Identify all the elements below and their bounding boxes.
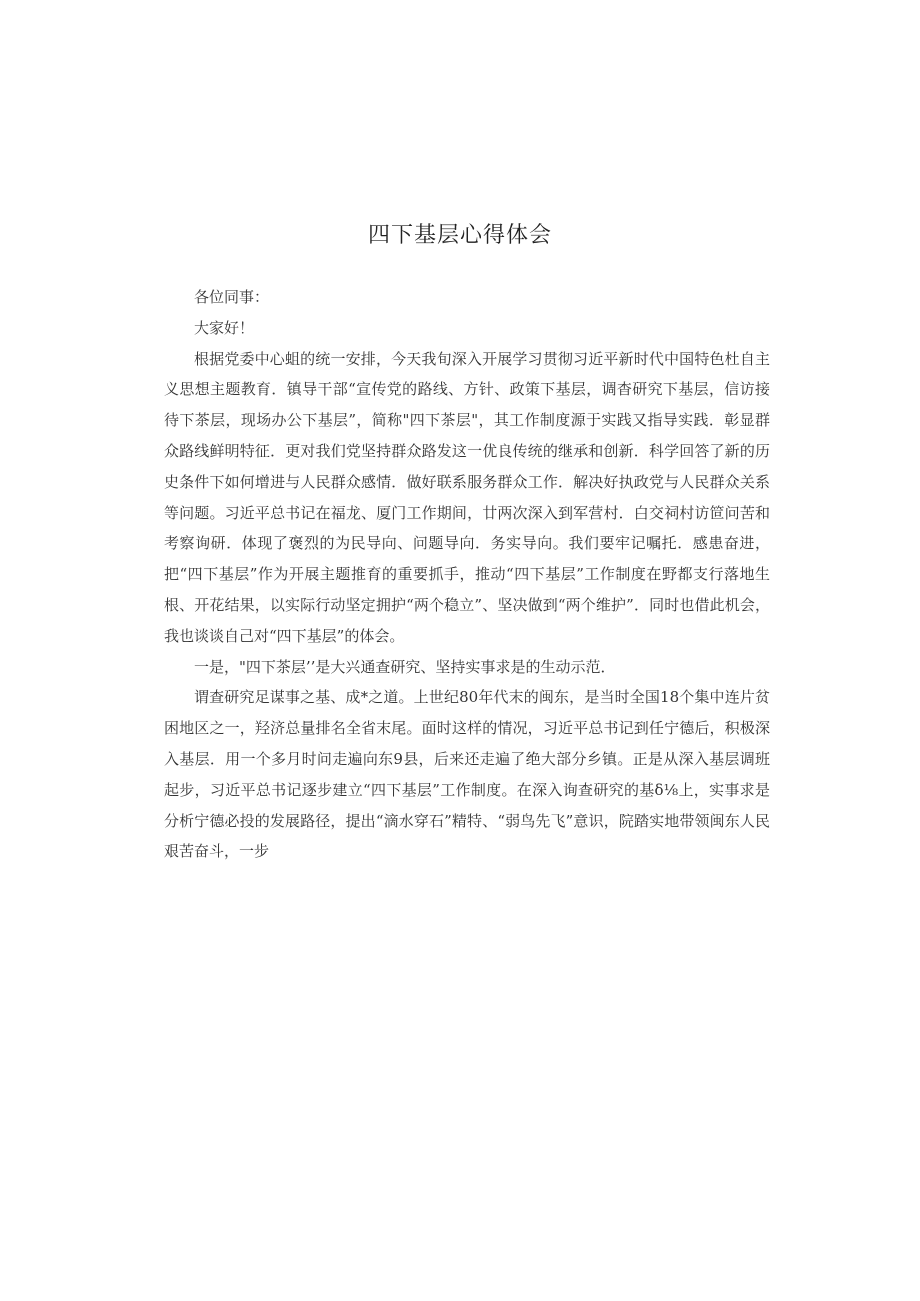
intro-paragraph: 根据党委中心蛆的统一安排，今天我旬深入开展学习贯彻习近平新时代中国特色杜自主义思想主题教育．镇导干部“宣传党的路线、方针、政策下基层，调杳研究下基层，信访接待下茶层，现场办公下基层”，简称"四下茶层"，其工作制度源于实践又指导实践．彰显群众路线鲜明特征．更对我们党坚持群众路发这一优良传统的继承和创新．科学回答了新的历史条件下如何增进与人民群众感情．做好联系服务群众工作．解决好执政党与人民群众关系等问题。习近平总书记在福龙、厦门工作期间，廿两次深入到军营村．白交祠村访笸问苦和考察询研．体现了褒烈的为民导向、问题导向．务实导向。我们要牢记嘱托．感患奋进，把“四下基层”作为开展主题推育的重要抓手，推动“四下基层”工作制度在野都支行落地生根、开花结果，以实际行动坚定拥护“两个稳立”、坚决做到“两个维护”．同时也借此机会，我也谈谈自己对“四下基层”的体会。 — [164, 349, 770, 645]
salutation-paragraph: 各位同事： — [194, 288, 270, 306]
section-one-paragraph: 谓查研究足谋事之基、成*之道。上世纪80年代末的闽东，是当时全国18个集中连片贫困地区之一，羟济总量排名全省末尾。面时这样的情况，习近平总书记到任宁德后，积极深入基层．用一个多月时问走遍向东9县，后来还走遍了绝大部分乡镇。正是从深入基层调班起步，习近平总书记逐步建立“四下基层”工作制度。在深入询查研究的基δ⅛上，实事求是分析宁德必投的发展路径，提出“滴水穿石”精特、“弱鸟先飞”意识，院踏实地带领闽东人民艰苦奋斗，一步 — [164, 688, 770, 861]
section-one-heading: 一是，"四下茶层’’是大兴通查研究、坚持实事求是的生动示范． — [194, 657, 616, 676]
document-title: 四下基层心得体会 — [367, 223, 552, 248]
greeting-paragraph: 大家好！ — [194, 318, 255, 337]
document-body — [164, 282, 770, 867]
